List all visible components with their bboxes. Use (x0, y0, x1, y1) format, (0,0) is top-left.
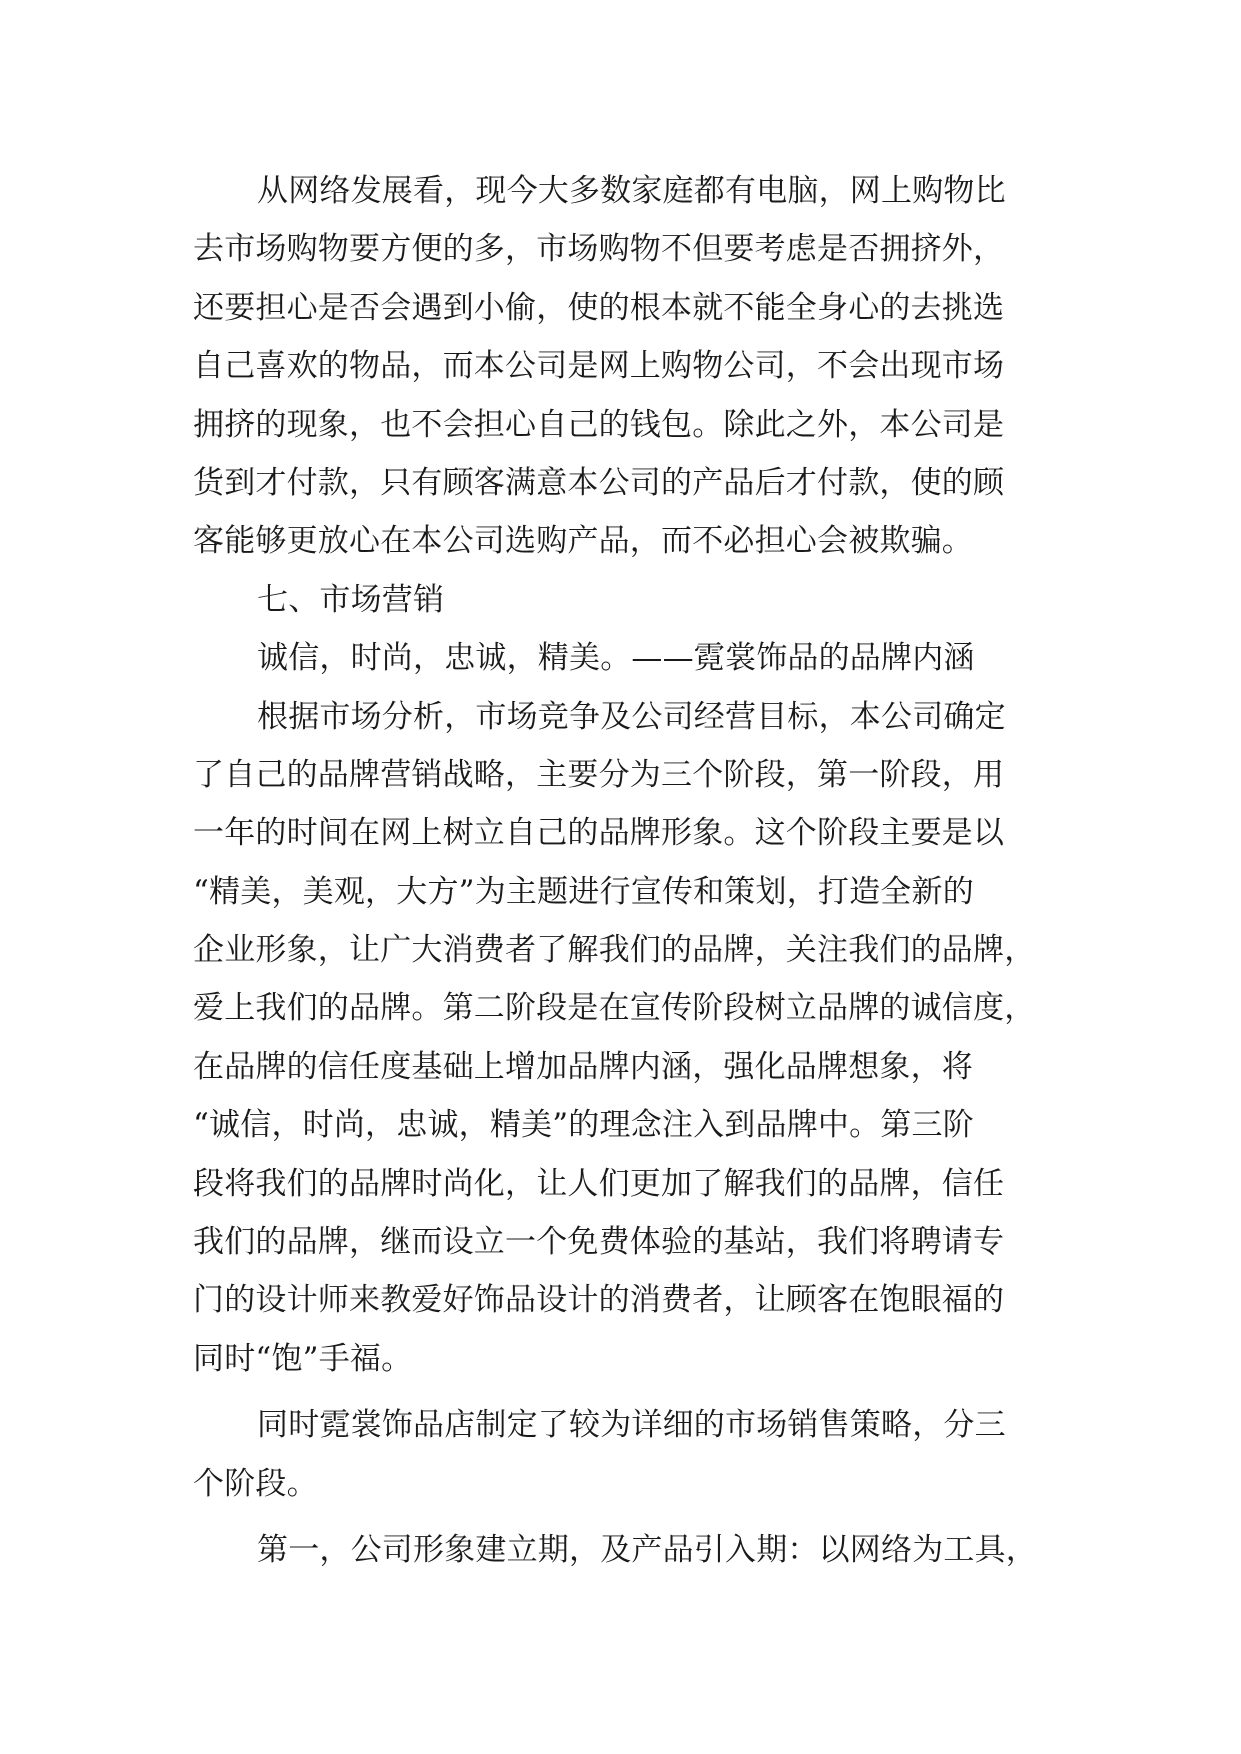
paragraph-line: 还要担心是否会遇到小偷，使的根本就不能全身心的去挑选 (193, 289, 1005, 326)
paragraph-line: 同时“饱”手福。 (193, 1340, 413, 1377)
paragraph-line: 一年的时间在网上树立自己的品牌形象。这个阶段主要是以 (193, 815, 1005, 852)
paragraph-line: 拥挤的现象，也不会担心自己的钱包。除此之外，本公司是 (193, 406, 1005, 443)
paragraph-line: 根据市场分析，市场竞争及公司经营目标，本公司确定 (257, 698, 1006, 735)
paragraph-line: “精美，美观，大方”为主题进行宣传和策划，打造全新的 (193, 873, 974, 910)
paragraph-line: “诚信，时尚，忠诚，精美”的理念注入到品牌中。第三阶 (193, 1107, 974, 1144)
paragraph-line: 了自己的品牌营销战略，主要分为三个阶段，第一阶段，用 (193, 756, 1005, 793)
paragraph-line: 去市场购物要方便的多，市场购物不但要考虑是否拥挤外， (193, 231, 1005, 268)
paragraph-line: 在品牌的信任度基础上增加品牌内涵，强化品牌想象，将 (193, 1048, 973, 1085)
section-heading: 七、市场营销 (257, 581, 445, 618)
paragraph-line: 客能够更放心在本公司选购产品，而不必担心会被欺骗。 (193, 523, 973, 560)
paragraph-line: 个阶段。 (193, 1465, 318, 1502)
paragraph-line: 企业形象，让广大消费者了解我们的品牌，关注我们的品牌， (193, 932, 1036, 969)
body-text (193, 162, 1063, 1579)
paragraph-line: 同时霓裳饰品店制定了较为详细的市场销售策略，分三 (257, 1407, 1006, 1444)
brand-slogan: 诚信，时尚，忠诚，精美。——霓裳饰品的品牌内涵 (257, 640, 975, 677)
paragraph-line: 我们的品牌，继而设立一个免费体验的基站，我们将聘请专 (193, 1224, 1005, 1261)
paragraph-line: 爱上我们的品牌。第二阶段是在宣传阶段树立品牌的诚信度， (193, 990, 1036, 1027)
paragraph-line: 货到才付款，只有顾客满意本公司的产品后才付款，使的顾 (193, 464, 1005, 501)
paragraph-line: 段将我们的品牌时尚化，让人们更加了解我们的品牌，信任 (193, 1165, 1005, 1202)
paragraph-line: 门的设计师来教爱好饰品设计的消费者，让顾客在饱眼福的 (193, 1282, 1005, 1319)
paragraph-line: 第一，公司形象建立期，及产品引入期：以网络为工具， (257, 1531, 1037, 1568)
paragraph-line: 自己喜欢的物品，而本公司是网上购物公司，不会出现市场 (193, 348, 1005, 385)
paragraph-line: 从网络发展看，现今大多数家庭都有电脑，网上购物比 (257, 173, 1006, 209)
